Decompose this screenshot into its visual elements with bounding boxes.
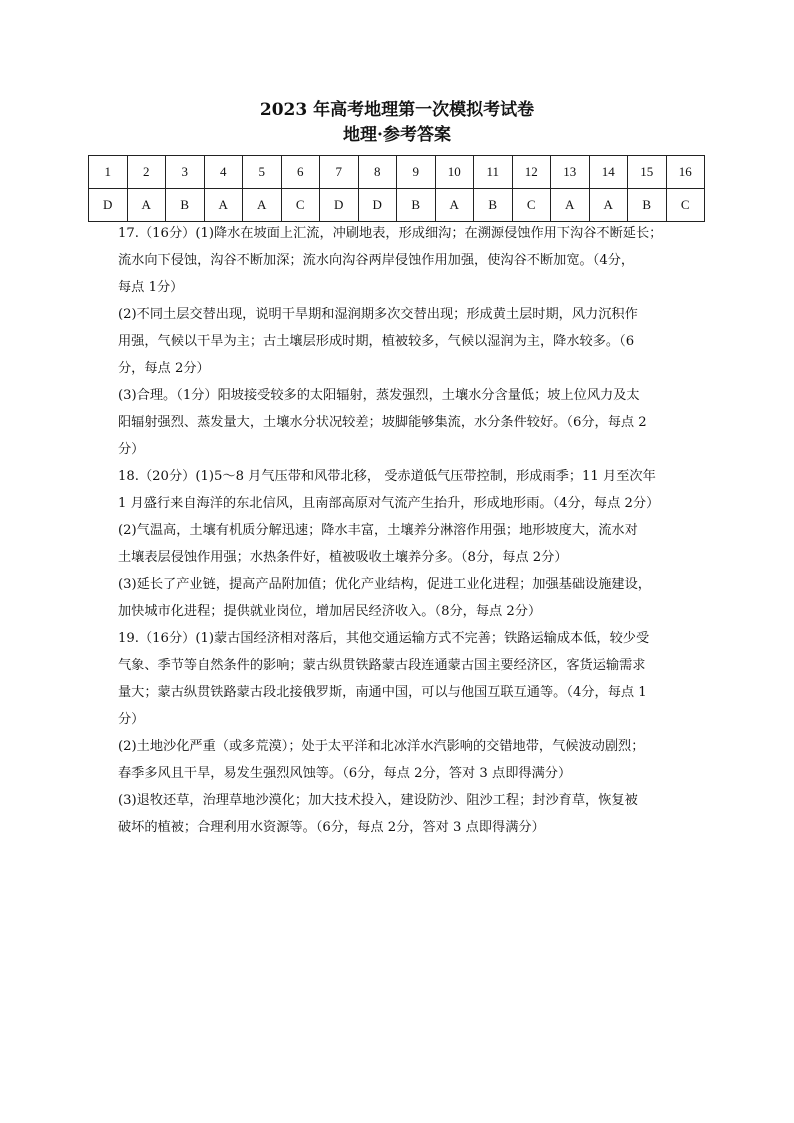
answer-cell: D [358,189,397,222]
text-line: 分） [118,442,145,457]
text-line: 加快城市化进程；提供就业岗位，增加居民经济收入。（8分，每点 2分） [118,604,542,619]
text-line: 用强，气候以干旱为主；古土壤层形成时期，植被较多，气候以湿润为主，降水较多。（6 [118,334,635,349]
question-number-cell: 16 [666,156,705,189]
text-line: 气象、季节等自然条件的影响；蒙古纵贯铁路蒙古段连通蒙古国主要经济区，客货运输需求 [118,658,646,673]
text-line: (3)合理。（1分）阳坡接受较多的太阳辐射，蒸发强烈，土壤水分含量低；坡上位风力及太 [118,388,640,403]
question-number-cell: 5 [243,156,282,189]
answer-cell: A [435,189,474,222]
text-line: (2)气温高，土壤有机质分解迅速；降水丰富，土壤养分淋溶作用强；地形坡度大，流水对 [118,523,638,538]
answer-cell: C [666,189,705,222]
answer-cell: A [243,189,282,222]
question-number-cell: 1 [89,156,128,189]
question-number-cell: 7 [320,156,359,189]
question-number-cell: 11 [474,156,513,189]
question-number-cell: 12 [512,156,551,189]
text-line: 分，每点 2分） [118,361,210,376]
text-line: (3)延长了产业链，提高产品附加值；优化产业结构，促进工业化进程；加强基础设施建设， [118,577,651,592]
question-number-cell: 3 [166,156,205,189]
answer-cell: B [628,189,667,222]
text-line: 春季多风且干旱，易发生强烈风蚀等。（6分，每点 2分，答对 3 点即得满分） [118,766,572,781]
text-line: 破坏的植被；合理利用水资源等。（6分，每点 2分，答对 3 点即得满分） [118,820,545,835]
question-number-cell: 10 [435,156,474,189]
answer-cell: C [512,189,551,222]
text-line: 土壤表层侵蚀作用强；水热条件好，植被吸收土壤养分多。（8分，每点 2分） [118,550,568,565]
text-line: 19.（16分）(1)蒙古国经济相对落后，其他交通运输方式不完善；铁路运输成本低，较少受 [118,631,650,646]
answer-explanations [118,220,688,841]
text-line: 17.（16分）(1)降水在坡面上汇流，冲刷地表，形成细沟；在溯源侵蚀作用下沟谷不断延长； [118,226,663,241]
text-line: 每点 1分） [118,280,184,295]
text-line: (2)不同土层交替出现，说明干旱期和湿润期多次交替出现；形成黄土层时期，风力沉积作 [118,307,638,322]
answer-row [89,189,705,222]
answer-key-table [88,155,705,222]
exam-title: 2023 年高考地理第一次模拟考试卷 [259,100,535,120]
text-line: 流水向下侵蚀，沟谷不断加深；流水向沟谷两岸侵蚀作用加强，使沟谷不断加宽。（4分， [118,253,635,268]
answer-cell: C [281,189,320,222]
question-number-cell: 13 [551,156,590,189]
answer-cell: D [89,189,128,222]
answer-cell: A [204,189,243,222]
question-number-cell: 9 [397,156,436,189]
answer-cell: B [474,189,513,222]
text-line: 18.（20分）(1)5～8 月气压带和风带北移， 受赤道低气压带控制，形成雨季；11 月至次年 [118,469,656,484]
question-number-cell: 6 [281,156,320,189]
question-number-cell: 2 [127,156,166,189]
exam-subtitle: 地理·参考答案 [343,125,451,145]
question-number-row [89,156,705,189]
answer-cell: D [320,189,359,222]
text-line: 阳辐射强烈、蒸发量大，土壤水分状况较差；坡脚能够集流，水分条件较好。（6分，每点 2 [118,415,647,430]
question-number-cell: 4 [204,156,243,189]
answer-cell: B [166,189,205,222]
text-line: (2)土地沙化严重（或多荒漠）；处于太平洋和北冰洋水汽影响的交错地带，气候波动剧烈； [118,739,645,754]
text-line: 1 月盛行来自海洋的东北信风，且南部高原对气流产生抬升，形成地形雨。（4分，每点 2分） [118,496,660,511]
text-line: 量大；蒙古纵贯铁路蒙古段北接俄罗斯，南通中国，可以与他国互联互通等。（4分，每点 1 [118,685,647,700]
text-line: 分） [118,712,145,727]
answer-cell: A [589,189,628,222]
question-number-cell: 14 [589,156,628,189]
question-number-cell: 15 [628,156,667,189]
answer-cell: B [397,189,436,222]
text-line: (3)退牧还草，治理草地沙漠化；加大技术投入，建设防沙、阻沙工程；封沙育草，恢复被 [118,793,638,808]
question-number-cell: 8 [358,156,397,189]
answer-cell: A [127,189,166,222]
answer-cell: A [551,189,590,222]
